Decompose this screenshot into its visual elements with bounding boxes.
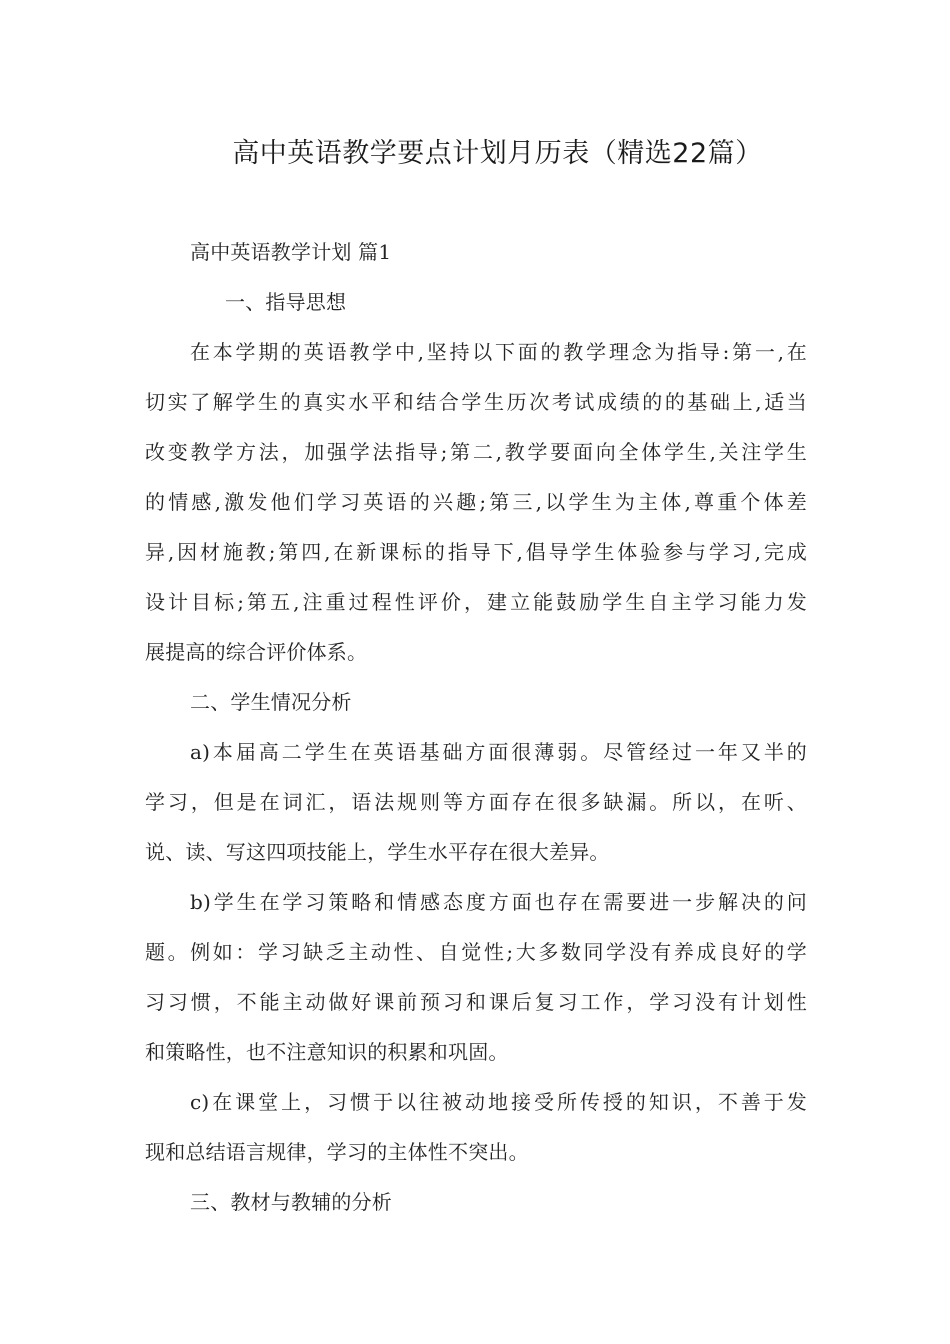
section-heading: 三、教材与教辅的分析 (190, 1190, 392, 1214)
section-heading-piece: 高中英语教学计划 篇1 (190, 240, 392, 264)
paragraph-line: 展提高的综合评价体系。 (145, 640, 368, 664)
paragraph-line: 现和总结语言规律，学习的主体性不突出。 (145, 1140, 529, 1164)
document-title: 高中英语教学要点计划月历表（精选22篇） (232, 138, 763, 169)
paragraph-line: 的情感,激发他们学习英语的兴趣;第三,以学生为主体,尊重个体差 (145, 490, 807, 514)
paragraph-line: b)学生在学习策略和情感态度方面也存在需要进一步解决的问 (190, 890, 807, 914)
paragraph-line: c)在课堂上，习惯于以往被动地接受所传授的知识，不善于发 (190, 1090, 807, 1114)
paragraph-line: 设计目标;第五,注重过程性评价，建立能鼓励学生自主学习能力发 (145, 590, 807, 614)
paragraph-line: 题。例如：学习缺乏主动性、自觉性;大多数同学没有养成良好的学 (145, 940, 807, 964)
paragraph-line: 说、读、写这四项技能上，学生水平存在很大差异。 (145, 840, 610, 864)
paragraph-line: 异,因材施教;第四,在新课标的指导下,倡导学生体验参与学习,完成 (145, 540, 807, 564)
paragraph-line: 在本学期的英语教学中,坚持以下面的教学理念为指导:第一,在 (190, 340, 807, 364)
section-heading: 一、指导思想 (225, 290, 347, 314)
paragraph-line: 习习惯，不能主动做好课前预习和课后复习工作，学习没有计划性 (145, 990, 807, 1014)
paragraph-line: 和策略性，也不注意知识的积累和巩固。 (145, 1040, 509, 1064)
paragraph-line: 改变教学方法，加强学法指导;第二,教学要面向全体学生,关注学生 (145, 440, 807, 464)
paragraph-line: 切实了解学生的真实水平和结合学生历次考试成绩的的基础上,适当 (145, 390, 807, 414)
paragraph-line: 学习，但是在词汇，语法规则等方面存在很多缺漏。所以，在听、 (145, 790, 807, 814)
section-heading: 二、学生情况分析 (190, 690, 352, 714)
paragraph-line: a)本届高二学生在英语基础方面很薄弱。尽管经过一年又半的 (190, 740, 807, 764)
